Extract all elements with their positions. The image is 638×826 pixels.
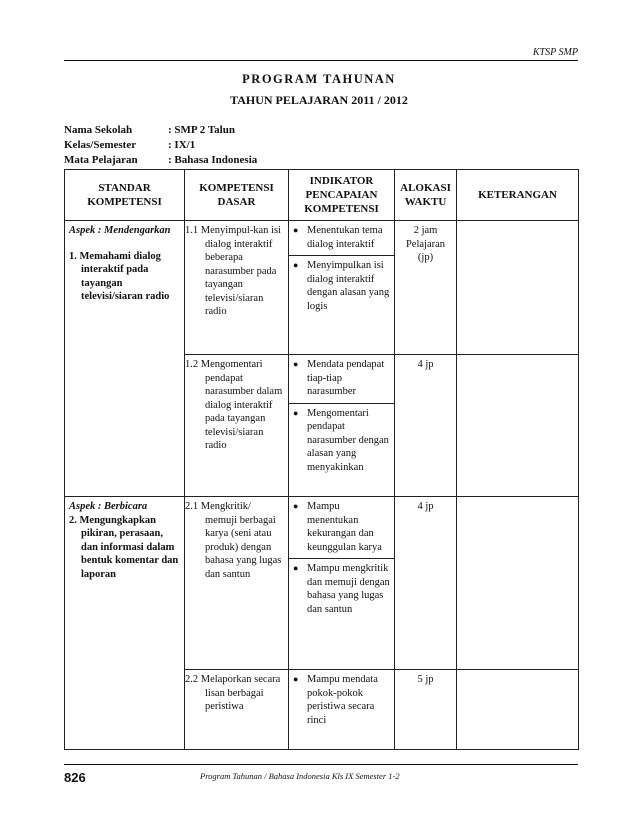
indikator-item: ● Menentukan tema dialog interaktif — [289, 221, 394, 256]
indikator-cell — [289, 355, 395, 497]
header-standar: STANDAR KOMPETENSI — [65, 170, 185, 221]
standar-cell — [65, 497, 185, 750]
kd-cell — [185, 497, 289, 670]
bullet-dot-icon: ● — [293, 407, 299, 418]
bullet-dot-icon: ● — [293, 260, 299, 270]
info-label: Kelas/Semester — [64, 139, 137, 151]
kd-cell — [185, 670, 289, 750]
footer-rule — [64, 764, 578, 765]
standar-item: 2. Mengungkapkan pikiran, perasaan, dan informasi dalam bentuk komentar dan laporan — [69, 514, 179, 580]
alokasi-cell — [395, 670, 457, 750]
program-table — [64, 169, 579, 750]
document-title: PROGRAM TAHUNAN — [242, 72, 396, 86]
aspek-label: Aspek : Mendengarkan — [69, 225, 171, 236]
header-kompetensi: KOMPETENSI DASAR — [185, 170, 289, 221]
info-value: : IX/1 — [168, 139, 196, 151]
table-row — [65, 497, 579, 670]
indikator-item: ● Mengomentari pendapat narasumber dengan alasan yang menyakinkan — [293, 407, 389, 473]
header-alokasi: ALOKASI WAKTU — [395, 170, 457, 221]
table-header-row — [65, 170, 579, 221]
header-indikator: INDIKATOR PENCAPAIAN KOMPETENSI — [289, 170, 395, 221]
indikator-item: ● Mampu mendata pokok-pokok peristiwa secara rinci — [293, 674, 378, 726]
keterangan-cell — [457, 497, 579, 670]
kd-cell — [185, 355, 289, 497]
aspek-label: Aspek : Berbicara — [69, 501, 148, 512]
keterangan-cell — [457, 355, 579, 497]
indikator-cell — [289, 497, 395, 670]
footer-text: Program Tahunan / Bahasa Indonesia Kls IX Semester 1-2 — [200, 771, 400, 781]
header-rule — [64, 60, 578, 61]
alokasi-cell — [395, 355, 457, 497]
alokasi-cell — [395, 497, 457, 670]
kd-text: 1.2 Mengomentari pendapat narasumber dalam dialog interaktif pada tayangan televisi/siaran radio — [185, 359, 283, 451]
alokasi-value: 4 jp — [417, 359, 434, 370]
bullet-dot-icon: ● — [293, 359, 299, 369]
bullet-dot-icon: ● — [293, 225, 299, 235]
info-value: : SMP 2 Talun — [168, 124, 235, 136]
document-subtitle: TAHUN PELAJARAN 2011 / 2012 — [230, 93, 408, 107]
alokasi-value: 4 jp — [417, 501, 434, 512]
table-row — [65, 221, 579, 355]
indikator-cell — [289, 670, 395, 750]
kd-cell — [185, 221, 289, 355]
keterangan-cell — [457, 221, 579, 355]
indikator-item: ● Mendata pendapat tiap-tiap narasumber — [289, 355, 394, 404]
bullet-dot-icon: ● — [293, 674, 299, 684]
bullet-dot-icon: ● — [293, 501, 299, 511]
header-keterangan: KETERANGAN — [457, 170, 579, 221]
kd-text: 2.1 Mengkritik/ memuji berbagai karya (seni atau produk) dengan bahasa yang lugas dan santun — [185, 501, 282, 580]
keterangan-cell — [457, 670, 579, 750]
bullet-dot-icon: ● — [293, 563, 299, 573]
kd-text: 1.1 Menyimpul-kan isi dialog interaktif beberapa narasumber pada tayangan televisi/siaran radio — [185, 225, 281, 317]
running-header: KTSP SMP — [532, 47, 578, 58]
info-value: : Bahasa Indonesia — [168, 154, 258, 166]
alokasi-value: 2 jam Pelajaran (jp) — [405, 225, 446, 263]
alokasi-value: 5 jp — [417, 674, 434, 685]
standar-cell — [65, 221, 185, 497]
alokasi-cell — [395, 221, 457, 355]
info-label: Mata Pelajaran — [64, 154, 138, 166]
indikator-cell — [289, 221, 395, 355]
info-label: Nama Sekolah — [64, 124, 133, 136]
standar-item: 1. Memahami dialog interaktif pada tayangan televisi/siaran radio — [69, 250, 170, 302]
kd-text: 2.2 Melaporkan secara lisan berbagai peristiwa — [185, 674, 281, 712]
indikator-item: ● Mampu mengkritik dan memuji dengan bahasa yang lugas dan santun — [293, 563, 390, 615]
page-number: 826 — [64, 770, 86, 785]
indikator-item: ● Menyimpulkan isi dialog interaktif dengan alasan yang logis — [293, 260, 390, 312]
indikator-item: ● Mampu menentukan kekurangan dan keunggulan karya — [289, 497, 394, 559]
